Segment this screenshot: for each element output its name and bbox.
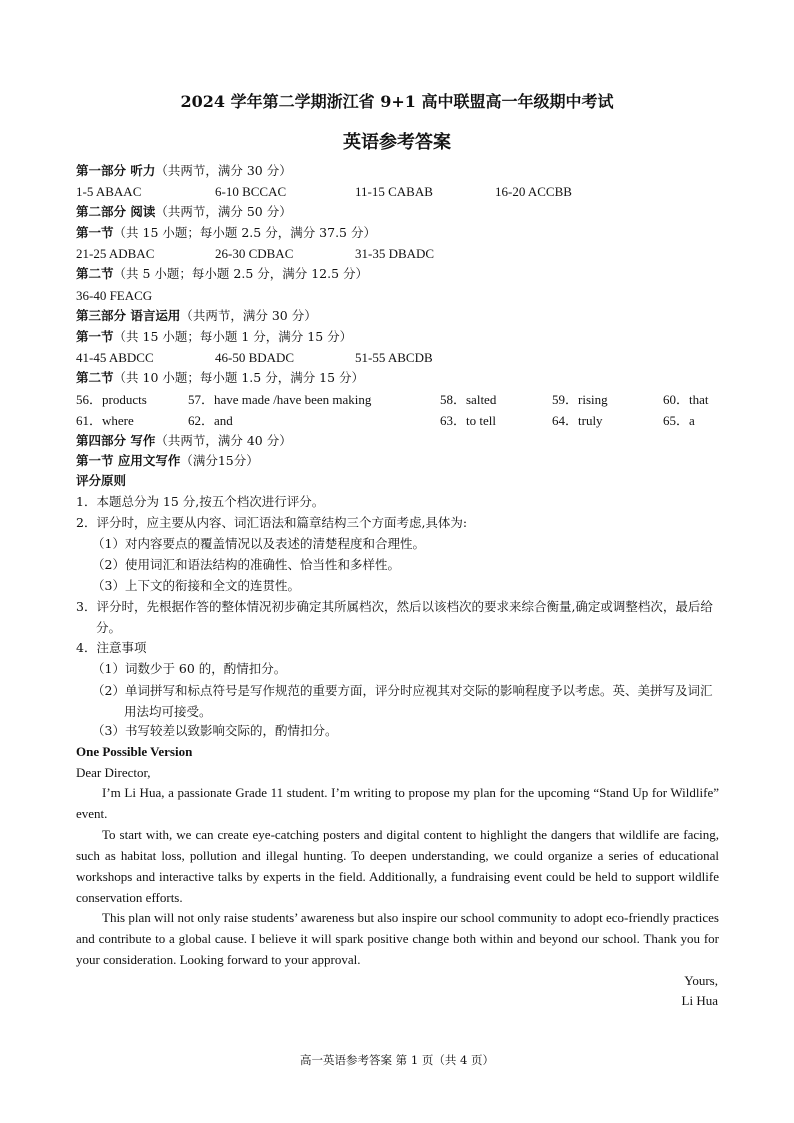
part2-sec1-label: 第一节: [76, 225, 114, 240]
exam-title: 2024 学年第二学期浙江省 9+1 高中联盟高一年级期中考试: [180, 92, 614, 111]
part3-heading-line: [76, 307, 317, 325]
letter-paragraph-3: This plan will not only raise students’ awareness but also inspire our school community to adopt eco-friendly practices and contribute to a global cause. I believe it will spark positive change both within and beyond our school. Thank you for your consideration. Looking forward to your approval.: [76, 910, 719, 967]
part1-heading: 第一部分 听力: [76, 163, 156, 178]
criteria-heading: 评分原则: [76, 473, 127, 488]
fill-answer: 56．products: [76, 392, 147, 407]
part3-heading: 第三部分 语言运用: [76, 308, 181, 323]
letter-closing: Yours,: [684, 973, 718, 988]
part2-note: （共两节，满分 50 分）: [155, 204, 292, 219]
answer-group: 31-35 DBADC: [355, 246, 435, 261]
part4-sec1-line: [76, 452, 259, 470]
part4-heading-line: [76, 432, 292, 450]
part2-sec1-line: [76, 224, 376, 242]
part1-note: （共两节，满分 30 分）: [155, 163, 292, 178]
answer-key-title: 英语参考答案: [343, 132, 451, 153]
part2-sec1-note: （共 15 小题；每小题 2.5 分，满分 37.5 分）: [113, 225, 376, 240]
fill-answer: 57．have made /have been making: [188, 392, 372, 407]
part3-sec2-note: （共 10 小题；每小题 1.5 分，满分 15 分）: [113, 370, 365, 385]
part2-sec2-line: [76, 265, 368, 283]
fill-answer: 63．to tell: [440, 413, 496, 428]
answer-group: 11-15 CABAB: [355, 184, 433, 199]
part4-note: （共两节，满分 40 分）: [155, 433, 292, 448]
criteria-item: 3．评分时，先根据作答的整体情况初步确定其所属档次，然后以该档次的要求来综合衡量,确定或调整档次，最后给分。: [76, 599, 713, 635]
fill-answer: 61．where: [76, 413, 134, 428]
criteria-subitem: （1）词数少于 60 的，酌情扣分。: [92, 661, 287, 676]
answer-group: 6-10 BCCAC: [215, 184, 287, 199]
criteria-subitem: （3）书写较差以致影响交际的，酌情扣分。: [92, 723, 338, 738]
letter-paragraph-1: I’m Li Hua, a passionate Grade 11 student. I’m writing to propose my plan for the upcoming “Stand Up for Wildlife” event.: [76, 785, 719, 821]
page-footer: 高一英语参考答案 第 1 页（共 4 页）: [300, 1053, 494, 1067]
criteria-subitem: （1）对内容要点的覆盖情况以及表述的清楚程度和合理性。: [92, 536, 425, 551]
fill-answer: 62．and: [188, 413, 233, 428]
answer-group: 46-50 BDADC: [215, 350, 295, 365]
part3-sec1-line: [76, 328, 352, 346]
fill-answer: 65．a: [663, 413, 695, 428]
part3-sec2-line: [76, 369, 364, 387]
part4-heading: 第四部分 写作: [76, 433, 156, 448]
part3-sec1-note: （共 15 小题；每小题 1 分，满分 15 分）: [113, 329, 353, 344]
part3-sec1-label: 第一节: [76, 329, 114, 344]
part2-sec2-note: （共 5 小题；每小题 2.5 分，满分 12.5 分）: [113, 266, 369, 281]
part1-heading-line: [76, 162, 292, 180]
answer-group: 36-40 FEACG: [76, 288, 153, 303]
fill-answer: 58．salted: [440, 392, 497, 407]
part2-heading-line: [76, 203, 292, 221]
answer-group: 26-30 CDBAC: [215, 246, 294, 261]
letter-signature: Li Hua: [681, 993, 718, 1008]
sample-heading: One Possible Version: [76, 744, 193, 759]
fill-answer: 60．that: [663, 392, 709, 407]
answer-group: 1-5 ABAAC: [76, 184, 142, 199]
criteria-subitem: （2）单词拼写和标点符号是写作规范的重要方面，评分时应视其对交际的影响程度予以考虑。英、美拼写及词汇用法均可接受。: [92, 683, 713, 719]
letter-greeting: Dear Director,: [76, 765, 151, 780]
criteria-item: 4．注意事项: [76, 640, 147, 655]
criteria-subitem: （2）使用词汇和语法结构的准确性、恰当性和多样性。: [92, 557, 400, 572]
fill-answer: 59．rising: [552, 392, 608, 407]
letter-paragraph-2: To start with, we can create eye-catching posters and digital content to highlight the dangers that wildlife are facing, such as habitat loss, pollution and illegal hunting. To deepen understanding, we could organize a series of educational workshops and interactive talks by experts in the field. Additionally, a fundraising event could be held to support wildlife conservation efforts.: [76, 827, 719, 905]
answer-group: 21-25 ADBAC: [76, 246, 155, 261]
answer-group: 51-55 ABCDB: [355, 350, 433, 365]
part2-sec2-label: 第二节: [76, 266, 114, 281]
part3-sec2-label: 第二节: [76, 370, 114, 385]
part2-heading: 第二部分 阅读: [76, 204, 156, 219]
criteria-subitem: （3）上下文的衔接和全文的连贯性。: [92, 578, 300, 593]
answer-group: 41-45 ABDCC: [76, 350, 154, 365]
fill-answer: 64．truly: [552, 413, 603, 428]
criteria-item: 2．评分时，应主要从内容、词汇语法和篇章结构三个方面考虑,具体为:: [76, 515, 468, 530]
part4-sec1-heading: 第一节 应用文写作: [76, 453, 181, 468]
answer-group: 16-20 ACCBB: [495, 184, 572, 199]
part4-sec1-note: （满分15分）: [180, 453, 259, 468]
part3-note: （共两节，满分 30 分）: [180, 308, 317, 323]
criteria-item: 1．本题总分为 15 分,按五个档次进行评分。: [76, 494, 325, 509]
